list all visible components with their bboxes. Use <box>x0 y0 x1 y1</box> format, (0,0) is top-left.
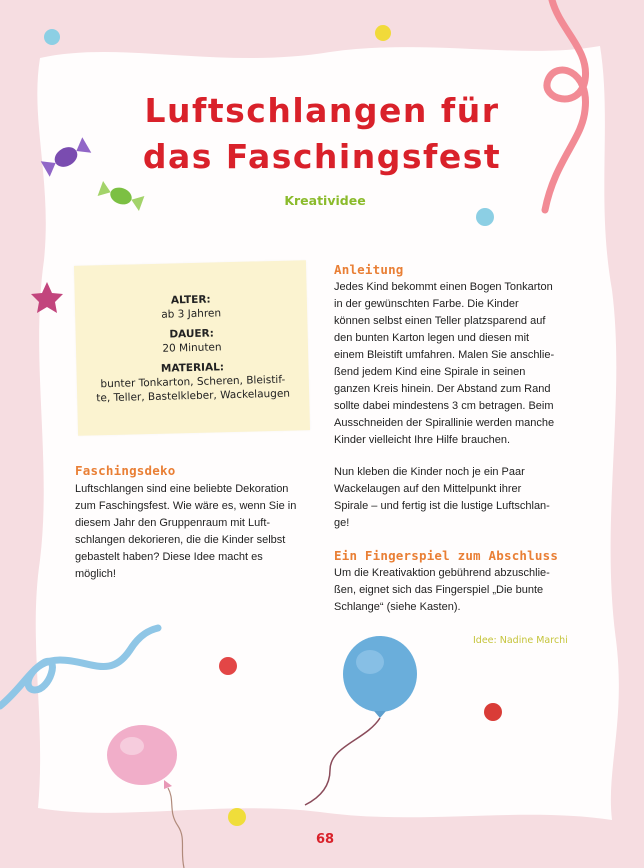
text-line: in der gewünschten Farbe. Die Kinder <box>334 298 519 310</box>
text-line: den bunten Karton legen und diesen mit <box>334 332 530 344</box>
faschingsdeko-text <box>75 481 296 583</box>
text-line: diesem Jahr den Gruppenraum mit Luft- <box>75 517 271 529</box>
text-line: Spirale – und fertig ist die lustige Luftschlan- <box>334 500 550 512</box>
faschingsdeko-heading: Faschingsdeko <box>75 463 176 478</box>
text-line: Wackelaugen auf den Mittelpunkt ihrer <box>334 483 522 495</box>
duration-label: DAUER: <box>169 327 215 341</box>
text-line: ßen, eignet sich das Fingerspiel „Die bunte <box>334 584 544 596</box>
info-box <box>74 260 310 436</box>
author-credit: Idee: Nadine Marchi <box>473 635 568 646</box>
text-line: Jedes Kind bekommt einen Bogen Tonkarton <box>334 281 553 293</box>
text-line: Luftschlangen sind eine beliebte Dekoration <box>75 483 289 495</box>
age-label: ALTER: <box>170 293 211 307</box>
fingerspiel-heading: Ein Fingerspiel zum Abschluss <box>334 548 559 563</box>
duration-value: 20 Minuten <box>162 341 222 355</box>
anleitung-text <box>334 279 554 449</box>
text-line: können selbst einen Teller platzsparend auf <box>334 315 546 327</box>
page-title <box>0 88 644 180</box>
text-line: Um die Kreativaktion gebührend abzuschlie- <box>334 567 550 579</box>
text-line: Schlange“ (siehe Kasten). <box>334 601 461 613</box>
material-value-line-1: bunter Tonkarton, Scheren, Bleistif- <box>100 373 286 391</box>
title-line-1: Luftschlangen für <box>144 91 500 130</box>
text-line: gebastelt haben? Diese Idee macht es <box>75 551 263 563</box>
material-value-line-2: te, Teller, Bastelkleber, Wackelaugen <box>96 387 291 405</box>
age-value: ab 3 Jahren <box>161 307 222 321</box>
title-line-2: das Faschingsfest <box>142 137 502 176</box>
text-line: sollte dabei mindestens 3 cm betragen. Beim <box>334 400 554 412</box>
anleitung-heading: Anleitung <box>334 262 404 277</box>
text-line: ßend jedem Kind eine Spirale in seinen <box>334 366 526 378</box>
text-line: Kinder vielleicht Ihre Hilfe brauchen. <box>334 434 511 446</box>
text-line: möglich! <box>75 568 116 580</box>
text-line: Ausschneiden der Spirallinie werden manche <box>334 417 555 429</box>
fingerspiel-text <box>334 565 550 616</box>
category-label: Kreatividee <box>284 193 366 208</box>
page-number: 68 <box>315 832 335 847</box>
text-line: schlangen dekorieren, die die Kinder selbst <box>75 534 286 546</box>
text-line: ganzen Kreis hinein. Der Abstand zum Rand <box>334 383 551 395</box>
text-line: ge! <box>334 517 350 529</box>
anleitung-text-2 <box>334 464 550 532</box>
text-line: Nun kleben die Kinder noch je ein Paar <box>334 466 525 478</box>
text-line: einem Bleistift umfahren. Malen Sie anschlie- <box>334 349 555 361</box>
material-label: MATERIAL: <box>160 361 225 375</box>
text-line: zum Faschingsfest. Wie wäre es, wenn Sie in <box>75 500 297 512</box>
